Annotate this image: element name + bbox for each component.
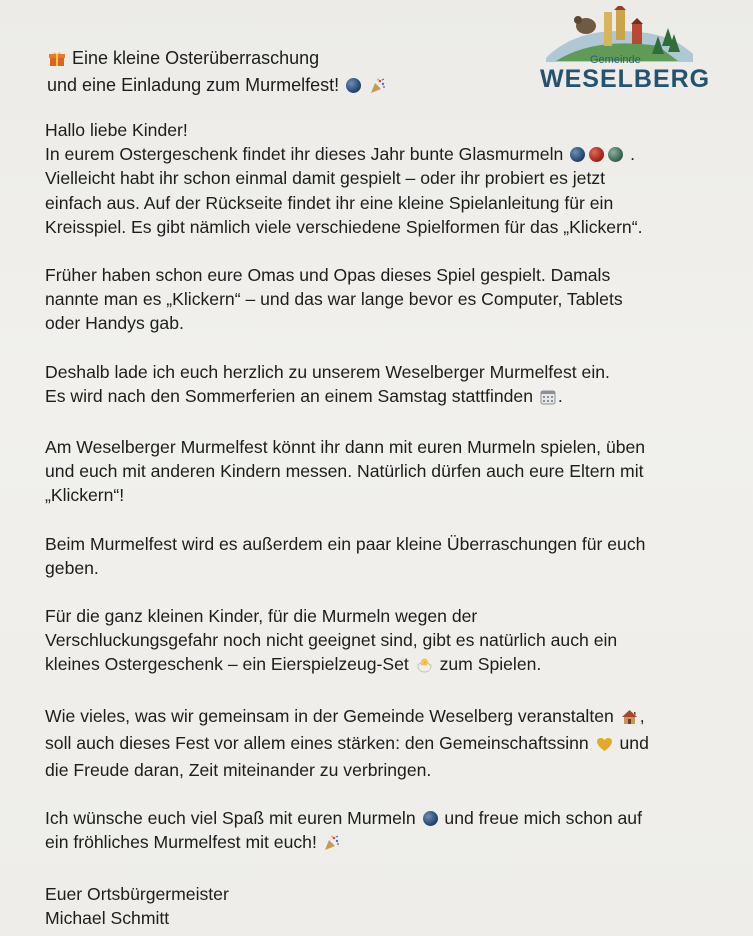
heading-line-1: Eine kleine Osterüberraschung bbox=[72, 48, 320, 68]
party-popper-icon bbox=[370, 76, 386, 100]
text-fragment: Ich wünsche euch viel Spaß mit euren Murmeln bbox=[45, 808, 416, 829]
logo-subtitle: Gemeinde bbox=[590, 54, 641, 66]
paragraph-invitation bbox=[45, 360, 735, 411]
text-line: Deshalb lade ich euch herzlich zu unserem Weselberger Murmelfest ein. bbox=[45, 361, 610, 382]
heading-line-2: und eine Einladung zum Murmelfest! bbox=[47, 75, 340, 95]
text-fragment: und freue mich schon auf bbox=[444, 808, 642, 829]
hatching-chick-icon bbox=[416, 655, 433, 679]
marble-red-icon bbox=[589, 147, 604, 162]
marble-blue-icon bbox=[570, 147, 585, 162]
text-line: Am Weselberger Murmelfest könnt ihr dann mit euren Murmeln spielen, üben bbox=[45, 437, 646, 458]
signature-block bbox=[45, 882, 735, 930]
text-line: Hallo liebe Kinder! bbox=[45, 120, 188, 140]
text-fragment: kleines Ostergeschenk – ein Eierspielzeug-Set bbox=[45, 654, 409, 675]
gemeinde-weselberg-logo bbox=[528, 6, 711, 98]
paragraph-wishes bbox=[45, 806, 735, 857]
text-fragment: soll auch dieses Fest vor allem eines stärken: den Gemeinschaftssinn bbox=[45, 732, 589, 753]
text-line: Beim Murmelfest wird es außerdem ein paar kleine Überraschungen für euch bbox=[45, 533, 646, 554]
letter-heading bbox=[47, 46, 477, 100]
logo-title: WESELBERG bbox=[540, 65, 711, 93]
text-line: geben. bbox=[45, 557, 99, 578]
marble-blue-icon bbox=[423, 811, 438, 826]
text-line bbox=[45, 731, 735, 758]
calendar-icon bbox=[540, 387, 556, 411]
signature-title: Euer Ortsbürgermeister bbox=[45, 883, 229, 904]
text-line: und euch mit anderen Kindern messen. Natürlich dürfen auch eure Eltern mit bbox=[45, 461, 644, 482]
text-line: Vielleicht habt ihr schon einmal damit gespielt – oder ihr probiert es jetzt bbox=[45, 168, 606, 189]
text-fragment: und bbox=[619, 732, 649, 753]
text-line: einfach aus. Auf der Rückseite findet ihr eine kleine Spielanleitung für ein bbox=[45, 192, 614, 213]
text-fragment: Wie vieles, was wir gemeinsam in der Gemeinde Weselberg veranstalten bbox=[45, 705, 614, 726]
text-line bbox=[45, 652, 735, 679]
text-line: oder Handys gab. bbox=[45, 313, 184, 334]
paragraph-greeting bbox=[45, 118, 735, 239]
text-line bbox=[45, 806, 735, 830]
heart-icon bbox=[596, 734, 613, 758]
marble-blue-icon bbox=[346, 78, 361, 93]
text-fragment: zum Spielen. bbox=[439, 654, 542, 675]
text-line: In eurem Ostergeschenk findet ihr dieses Jahr bunte Glasmurmeln . bbox=[45, 144, 635, 165]
text-fragment: Es wird nach den Sommerferien an einem Samstag stattfinden bbox=[45, 385, 533, 406]
house-icon bbox=[621, 707, 638, 731]
text-fragment: ein fröhliches Murmelfest mit euch! bbox=[45, 832, 317, 853]
text-fragment: In eurem Ostergeschenk findet ihr dieses Jahr bunte Glasmurmeln bbox=[45, 144, 564, 165]
signature-name: Michael Schmitt bbox=[45, 907, 170, 928]
party-popper-icon bbox=[324, 833, 340, 857]
marble-green-icon bbox=[608, 147, 623, 162]
gift-icon bbox=[49, 49, 65, 73]
text-line: Verschluckungsgefahr noch nicht geeignet sind, gibt es natürlich auch ein bbox=[45, 630, 618, 651]
paragraph-festival bbox=[45, 435, 735, 508]
letter-body bbox=[45, 118, 735, 930]
paragraph-community bbox=[45, 704, 735, 783]
paragraph-history bbox=[45, 263, 735, 336]
text-line: Es wird nach den Sommerferien an einem Samstag stattfinden . bbox=[45, 384, 735, 411]
text-line: Kreisspiel. Es gibt nämlich viele verschiedene Spielformen für das „Klickern“. bbox=[45, 216, 643, 237]
paragraph-surprises bbox=[45, 532, 735, 580]
text-line bbox=[45, 830, 735, 857]
paragraph-little-kids bbox=[45, 604, 735, 680]
text-line: Für die ganz kleinen Kinder, für die Murmeln wegen der bbox=[45, 606, 478, 627]
text-line: die Freude daran, Zeit miteinander zu verbringen. bbox=[45, 760, 432, 781]
text-line: Früher haben schon eure Omas und Opas dieses Spiel gespielt. Damals bbox=[45, 265, 611, 286]
text-line: nannte man es „Klickern“ – und das war lange bevor es Computer, Tablets bbox=[45, 289, 623, 310]
text-line: Wie vieles, was wir gemeinsam in der Gemeinde Weselberg veranstalten , bbox=[45, 704, 735, 731]
text-line: „Klickern“! bbox=[45, 485, 125, 506]
